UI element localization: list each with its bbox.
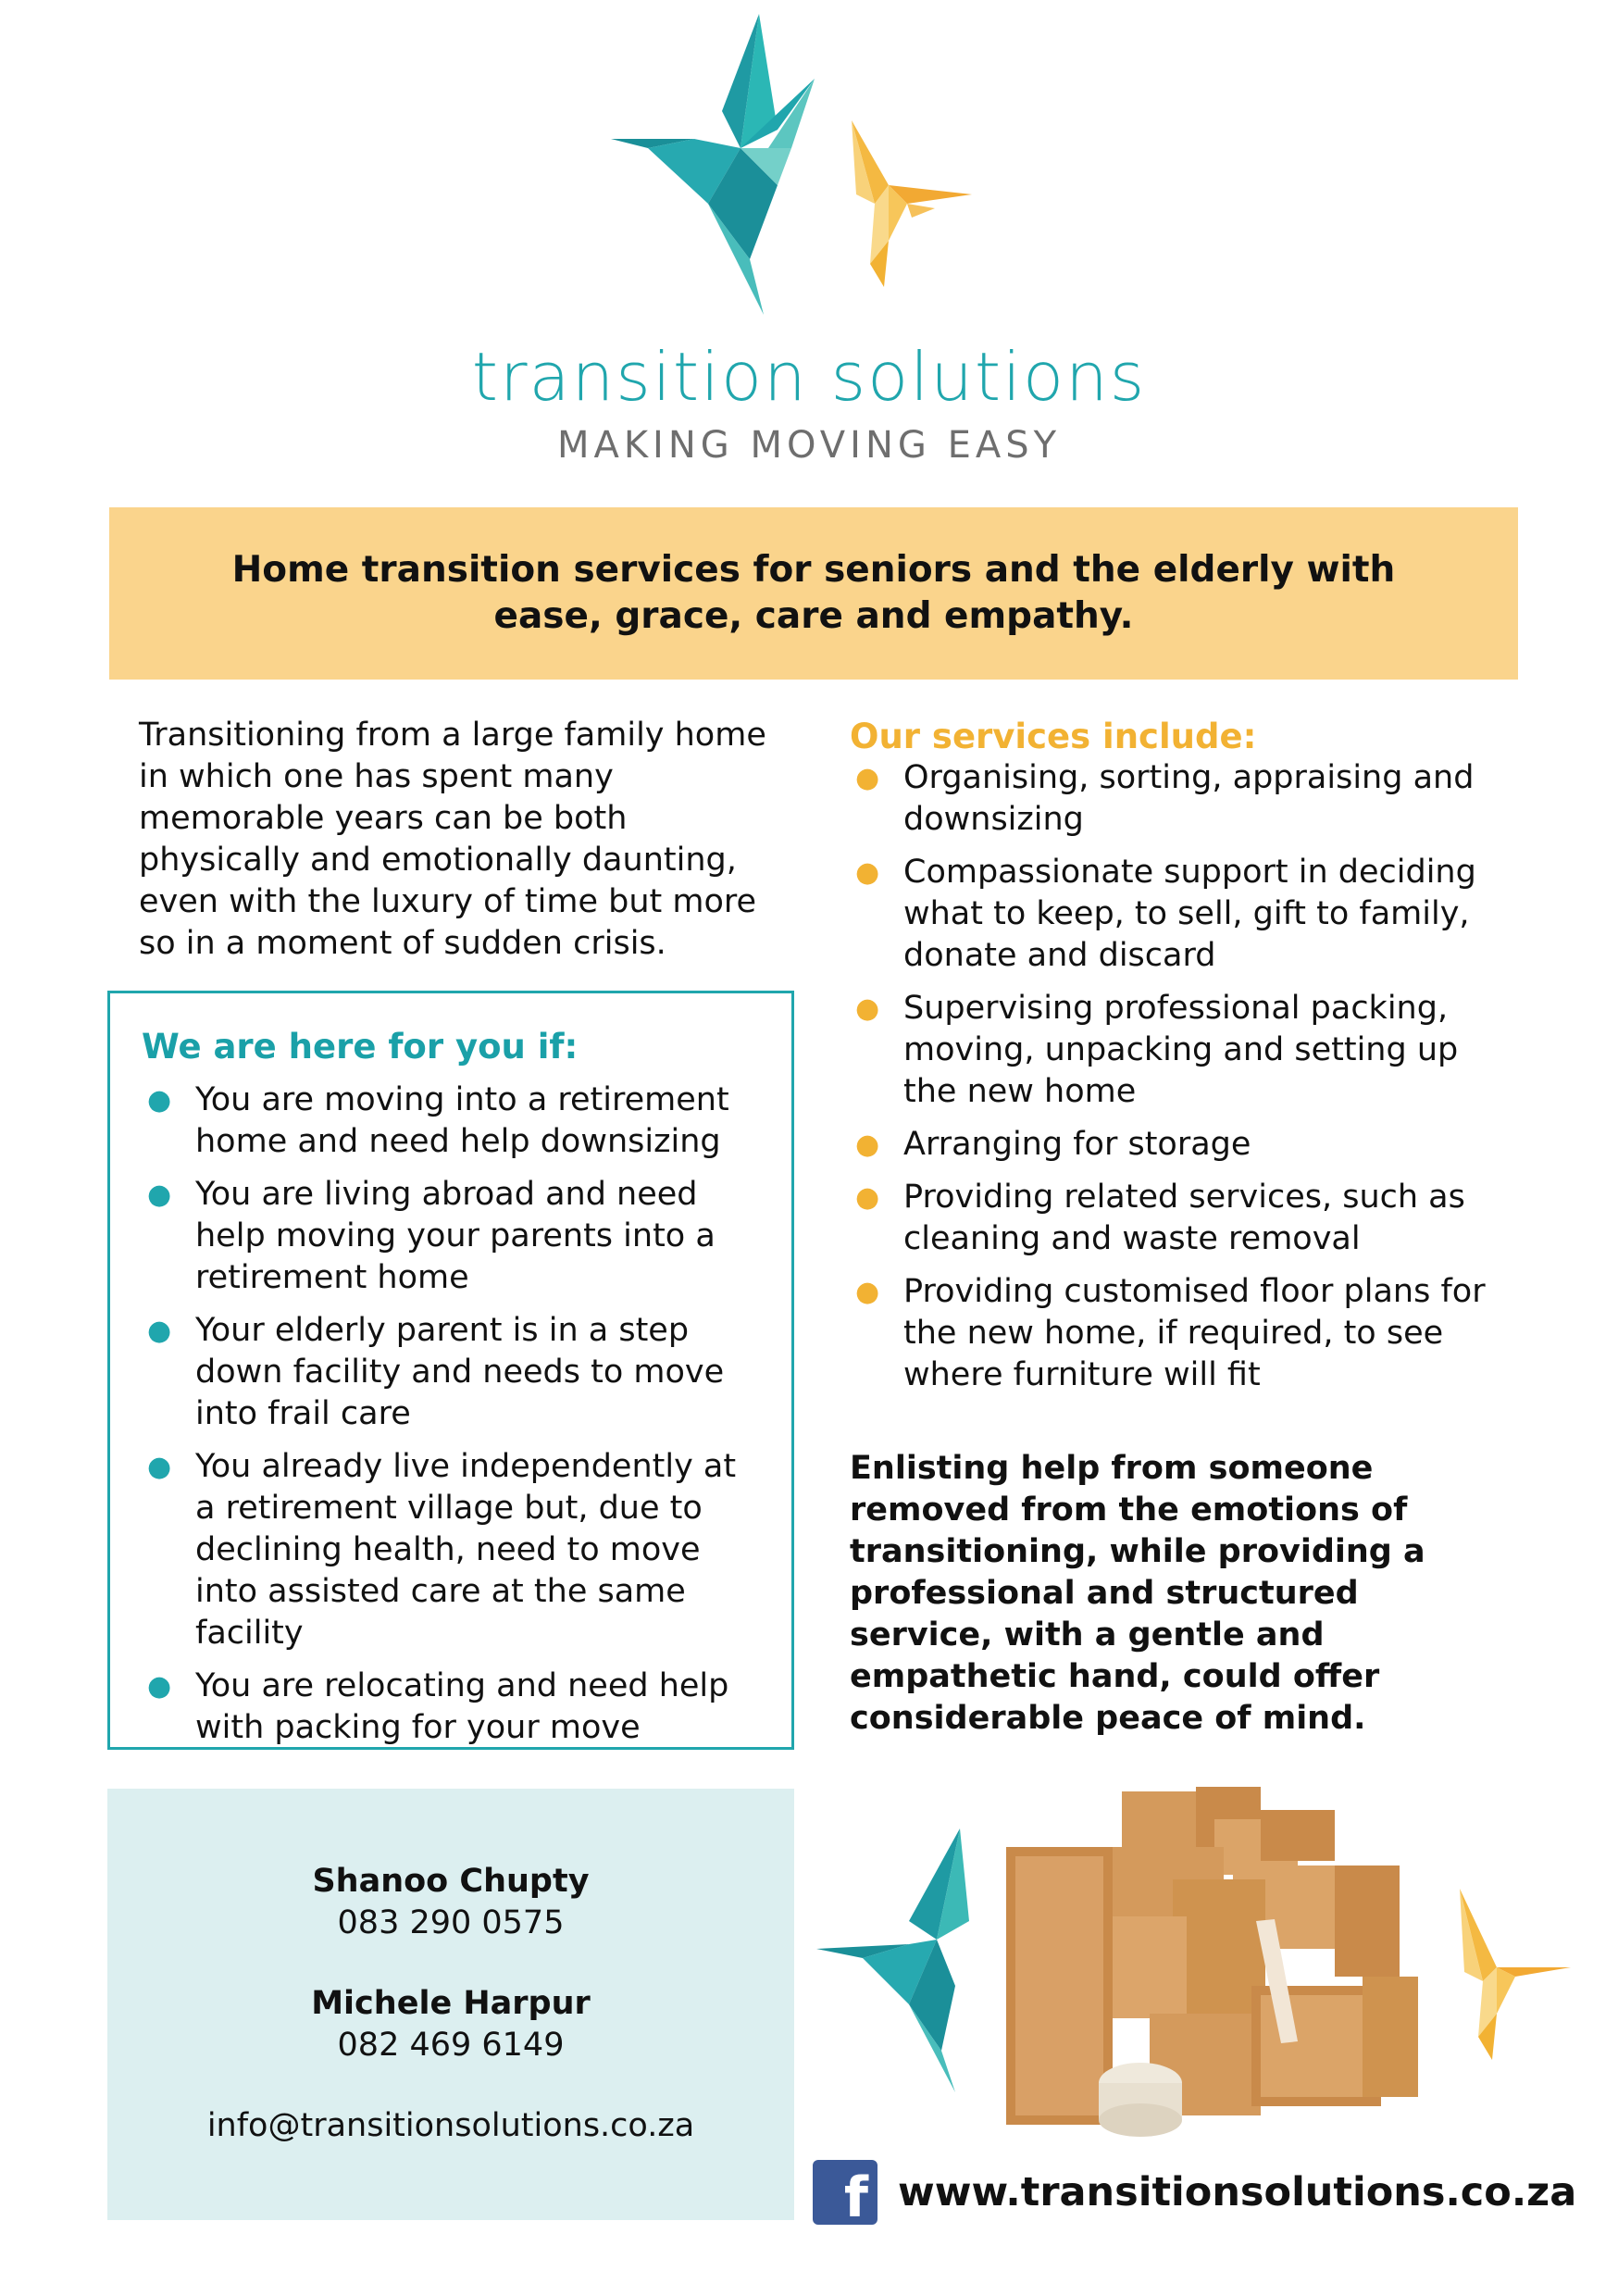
gold-bird-icon xyxy=(1460,1889,1571,2060)
headline-banner xyxy=(109,507,1518,680)
bullet-icon: ● xyxy=(855,1181,880,1214)
bullet-icon: ● xyxy=(147,1179,172,1211)
contact-name: Michele Harpur xyxy=(311,1985,591,2022)
bullet-icon: ● xyxy=(147,1315,172,1347)
list-item: ● Supervising professional packing, moving, unpacking and setting up the new home xyxy=(855,990,1459,1110)
cardboard-boxes-icon xyxy=(1006,1787,1418,2137)
here-for-you-list xyxy=(142,1079,791,1749)
bullet-icon: ● xyxy=(855,1129,880,1161)
bullet-icon: ● xyxy=(855,762,880,794)
bullet-icon: ● xyxy=(855,856,880,889)
contact-box xyxy=(107,1789,794,2220)
bullet-icon: ● xyxy=(147,1451,172,1483)
bullet-icon: ● xyxy=(855,992,880,1025)
teal-bird-icon xyxy=(816,1828,969,2092)
logo-birds-icon xyxy=(592,9,981,324)
services-title: Our services include: xyxy=(850,717,1257,756)
headline-text: Home transition services for seniors and the elderly with ease, grace, care and empathy. xyxy=(231,549,1396,637)
list-item: ● You are moving into a retirement home and need help downsizing xyxy=(147,1081,729,1160)
list-item: ● You already live independently at a retirement village but, due to declining health, need to move into assisted care at the same facility xyxy=(147,1448,737,1652)
list-item: ● You are relocating and need help with packing for your move xyxy=(147,1667,729,1746)
list-item: ● Arranging for storage xyxy=(850,1124,1488,1166)
bullet-icon: ● xyxy=(855,1276,880,1308)
closing-statement: Enlisting help from someone removed from the emotions of transitioning, while providing a professional and structured service, with a gentle and empathetic hand, could offer considerable peace of mind. xyxy=(850,1450,1425,1737)
list-item: ● Your elderly parent is in a step down facility and needs to move into frail care xyxy=(147,1312,725,1432)
contact-phone[interactable]: 082 469 6149 xyxy=(337,2027,565,2064)
list-item: ● Providing related services, such as cleaning and waste removal xyxy=(855,1179,1465,1257)
bullet-icon: ● xyxy=(147,1670,172,1703)
list-item: ● Organising, sorting, appraising and downsizing xyxy=(855,759,1475,838)
here-for-you-box xyxy=(107,991,794,1750)
facebook-icon[interactable]: f xyxy=(813,2160,877,2225)
contact-name: Shanoo Chupty xyxy=(312,1863,590,1900)
services-section xyxy=(850,717,1498,1407)
list-item: ● You are living abroad and need help moving your parents into a retirement home xyxy=(147,1176,716,1296)
website-link[interactable]: www.transitionsolutions.co.za xyxy=(898,2169,1577,2215)
brand-name: transition solutions xyxy=(471,338,1147,416)
list-item: ● Compassionate support in deciding what to keep, to sell, gift to family, donate and discard xyxy=(855,854,1476,974)
moving-boxes-illustration xyxy=(807,1782,1575,2152)
list-item: ● Providing customised floor plans for the new home, if required, to see where furniture will fit xyxy=(855,1273,1486,1393)
intro-paragraph: Transitioning from a large family home in which one has spent many memorable years can be both physically and emotionally daunting, even with the luxury of time but more so in a moment of sudden crisis. xyxy=(139,717,766,962)
contact-phone[interactable]: 083 290 0575 xyxy=(337,1904,565,1941)
here-for-you-title: We are here for you if: xyxy=(142,1027,579,1067)
services-list xyxy=(850,757,1498,1396)
bullet-icon: ● xyxy=(147,1084,172,1117)
contact-email-link[interactable]: info@transitionsolutions.co.za xyxy=(206,2107,695,2144)
brand-tagline: MAKING MOVING EASY xyxy=(556,424,1062,467)
